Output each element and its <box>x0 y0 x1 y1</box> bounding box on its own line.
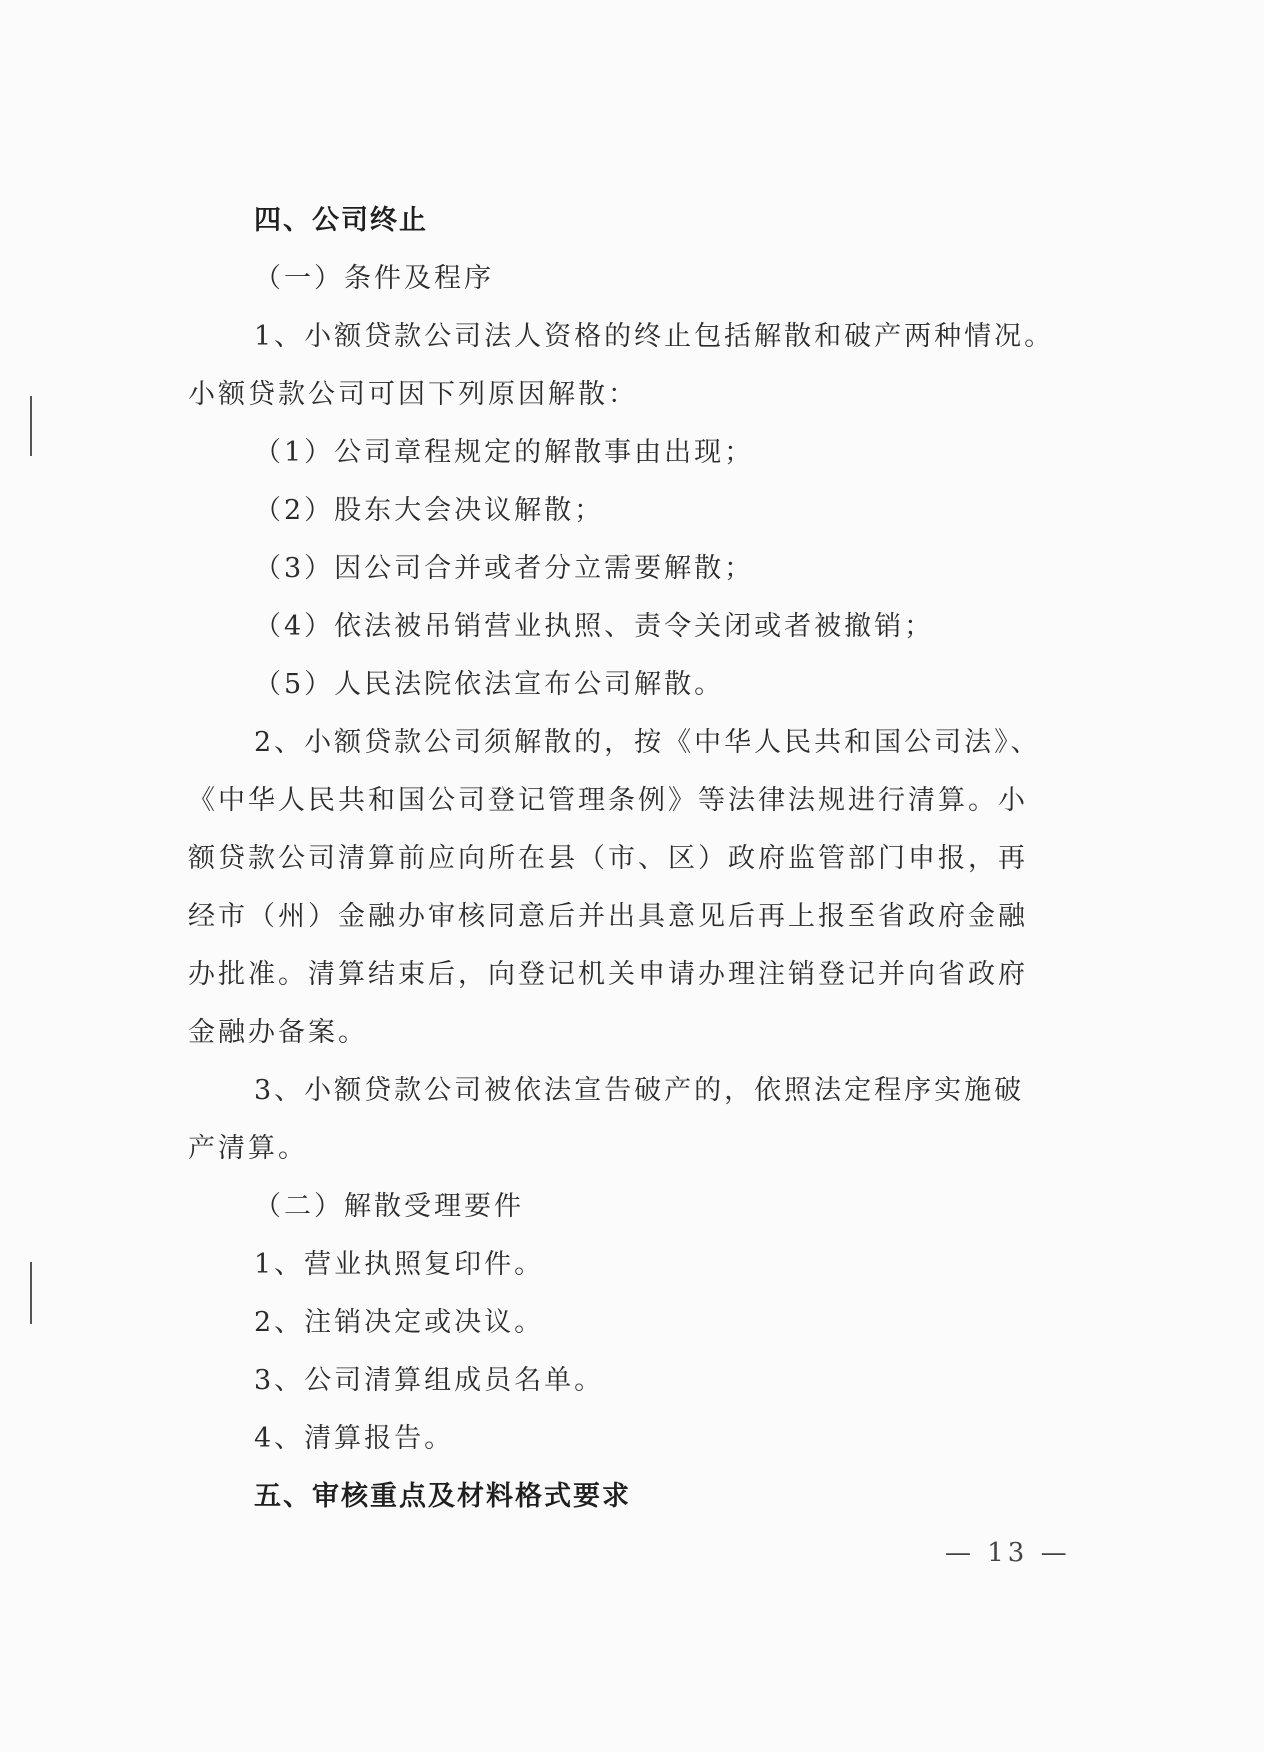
list-item: 4、清算报告。 <box>254 1423 455 1454</box>
document-body <box>188 192 1108 1526</box>
paragraph-line: 办批准。清算结束后，向登记机关申请办理注销登记并向省政府 <box>188 959 1028 990</box>
list-item: （3）因公司合并或者分立需要解散； <box>254 553 755 584</box>
list-item: （2）股东大会决议解散； <box>254 495 605 526</box>
list-item: （4）依法被吊销营业执照、责令关闭或者被撤销； <box>254 611 935 642</box>
paragraph-line: 1、小额贷款公司法人资格的终止包括解散和破产两种情况。 <box>254 321 1055 352</box>
list-item: （1）公司章程规定的解散事由出现； <box>254 437 755 468</box>
paragraph-line: 经市（州）金融办审核同意后并出具意见后再上报至省政府金融 <box>188 901 1028 932</box>
binding-mark-top <box>30 396 32 456</box>
subsection-heading-2: （二）解散受理要件 <box>254 1191 524 1222</box>
paragraph-line: 2、小额贷款公司须解散的，按《中华人民共和国公司法》、 <box>254 727 1041 758</box>
list-item: 1、营业执照复印件。 <box>254 1249 545 1280</box>
section-heading-5: 五、审核重点及材料格式要求 <box>254 1481 631 1512</box>
paragraph-line: 《中华人民共和国公司登记管理条例》等法律法规进行清算。小 <box>188 785 1028 816</box>
list-item: 3、公司清算组成员名单。 <box>254 1365 605 1396</box>
paragraph-line: 金融办备案。 <box>188 1017 368 1048</box>
binding-mark-bottom <box>30 1262 32 1324</box>
paragraph-line: 额贷款公司清算前应向所在县（市、区）政府监管部门申报，再 <box>188 843 1028 874</box>
list-item: 2、注销决定或决议。 <box>254 1307 545 1338</box>
paragraph-line: 小额贷款公司可因下列原因解散： <box>188 379 638 410</box>
list-item: （5）人民法院依法宣布公司解散。 <box>254 669 725 700</box>
subsection-heading-1: （一）条件及程序 <box>254 263 494 294</box>
paragraph-line: 3、小额贷款公司被依法宣告破产的，依照法定程序实施破 <box>254 1075 1025 1106</box>
paragraph-line: 产清算。 <box>188 1133 308 1164</box>
section-heading-4: 四、公司终止 <box>254 205 428 236</box>
page-number: — 13 — <box>945 1538 1071 1568</box>
